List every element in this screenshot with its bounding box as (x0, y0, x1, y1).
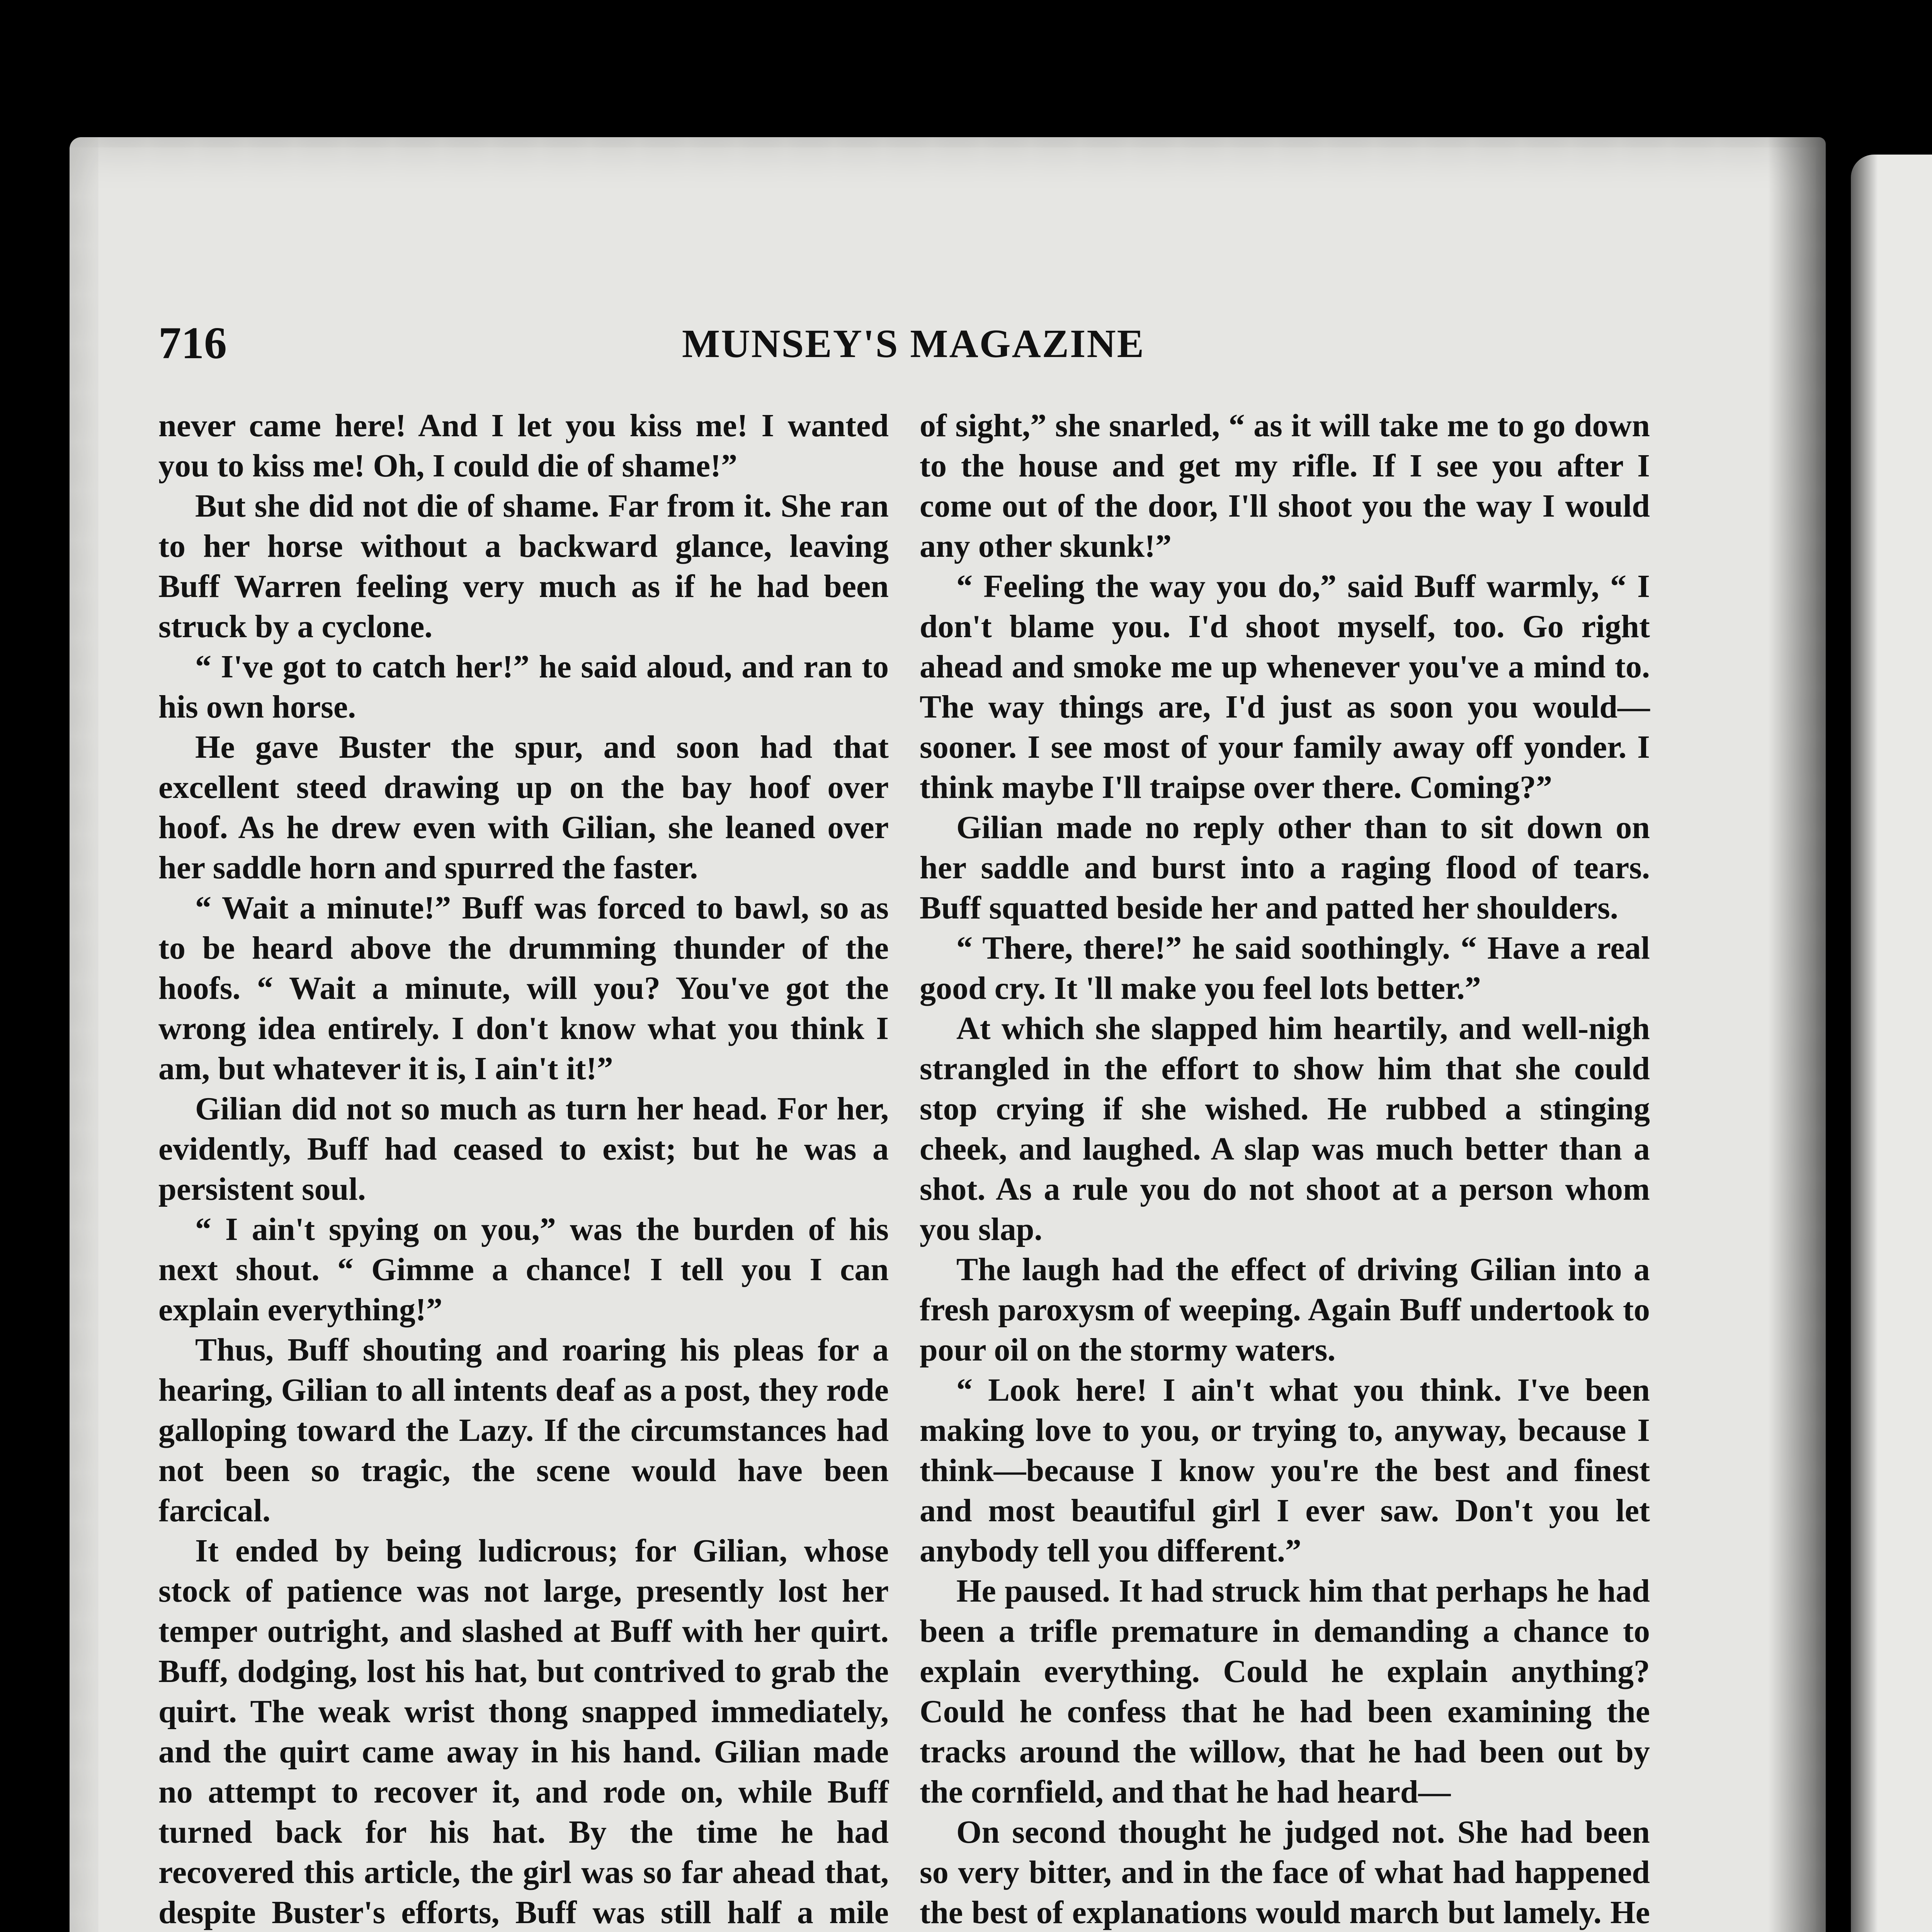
paragraph: He gave Buster the spur, and soon had that excellent steed drawing up on the bay hoof over hoof. As he drew even with Gilian, she leaned over her saddle horn and spurred the faster. (158, 729, 889, 886)
left-column (158, 406, 889, 1932)
paragraph: It ended by being ludicrous; for Gilian, whose stock of patience was not large, presently lost her temper outright, and slashed at Buff with her quirt. Buff, dodging, lost his hat, but contrived to grab the quirt. The weak wrist thong snapped immediately, and the quirt came away in his hand. Gilian made no attempt to recover it, and rode on, while Buff turned back for his hat. By the time he had recovered this article, the girl was so far ahead that, despite Buster's efforts, Buff was still half a mile (158, 1533, 889, 1930)
paragraph: But she did not die of shame. Far from it. She ran to her horse without a backward glance, leaving Buff Warren feeling very much as if he had been struck by a cyclone. (158, 488, 889, 645)
paragraph: “ I've got to catch her!” he said aloud, and ran to his own horse. (158, 649, 889, 725)
paragraph: Gilian did not so much as turn her head. For her, evidently, Buff had ceased to exist; but he was a persistent soul. (158, 1091, 889, 1207)
paragraph: “ Wait a minute!” Buff was forced to bawl, so as to be heard above the drumming thunder of the hoofs. “ Wait a minute, will you? You've got the wrong idea entirely. I don't know what you think I am, but whatever it is, I ain't it!” (158, 890, 889, 1087)
paragraph: He paused. It had struck him that perhaps he had been a trifle premature in demanding a chance to explain everything. Could he explain anything? Could he confess that he had been examining the tracks around the willow, that he had been out by the cornfield, and that he had heard— (920, 1573, 1650, 1810)
running-title: MUNSEY'S MAGAZINE (682, 321, 1145, 366)
paragraph: “ I ain't spying on you,” was the burden of his next shout. “ Gimme a chance! I tell you I can explain everything!” (158, 1211, 889, 1328)
paragraph: “ Look here! I ain't what you think. I've been making love to you, or trying to, anyway, because I think—because I know you're the best and finest and most beautiful girl I ever saw. Don't you let anybody tell you different.” (920, 1372, 1650, 1569)
page-gutter-shadow (1768, 137, 1826, 1932)
page-header (158, 317, 1145, 375)
paragraph: Thus, Buff shouting and roaring his pleas for a hearing, Gilian to all intents deaf as a post, they rode galloping toward the Lazy. If the circumstances had not been so tragic, the scene would have been farcical. (158, 1332, 889, 1529)
page-number: 716 (158, 318, 227, 368)
right-column (920, 406, 1650, 1932)
facing-page-edge (1851, 155, 1932, 1932)
paragraph: “ There, there!” he said soothingly. “ Have a real good cry. It 'll make you feel lots better.” (920, 930, 1650, 1006)
paragraph: of sight,” she snarled, “ as it will take me to go down to the house and get my rifle. If I see you after I come out of the door, I'll shoot you the way I would any other skunk!” (920, 408, 1650, 564)
paragraph: At which she slapped him heartily, and well-nigh strangled in the effort to show him that she could stop crying if she wished. He rubbed a stinging cheek, and laughed. A slap was much better than a shot. As a rule you do not shoot at a person whom you slap. (920, 1010, 1650, 1247)
paragraph: never came here! And I let you kiss me! I wanted you to kiss me! Oh, I could die of shame!” (158, 408, 889, 484)
paragraph: “ Feeling the way you do,” said Buff warmly, “ I don't blame you. I'd shoot myself, too. Go right ahead and smoke me up whenever you've a mind to. The way things are, I'd just as soon you would—sooner. I see most of your family away off yonder. I think maybe I'll traipse over there. Coming?” (920, 568, 1650, 805)
paragraph: On second thought he judged not. She had been so very bitter, and in the face of what had happened the best of explanations would march but lamely. He (920, 1814, 1650, 1930)
paragraph: The laugh had the effect of driving Gilian into a fresh paroxysm of weeping. Again Buff undertook to pour oil on the stormy waters. (920, 1252, 1650, 1368)
paragraph: Gilian made no reply other than to sit down on her saddle and burst into a raging flood of tears. Buff squatted beside her and patted her shoulders. (920, 810, 1650, 926)
